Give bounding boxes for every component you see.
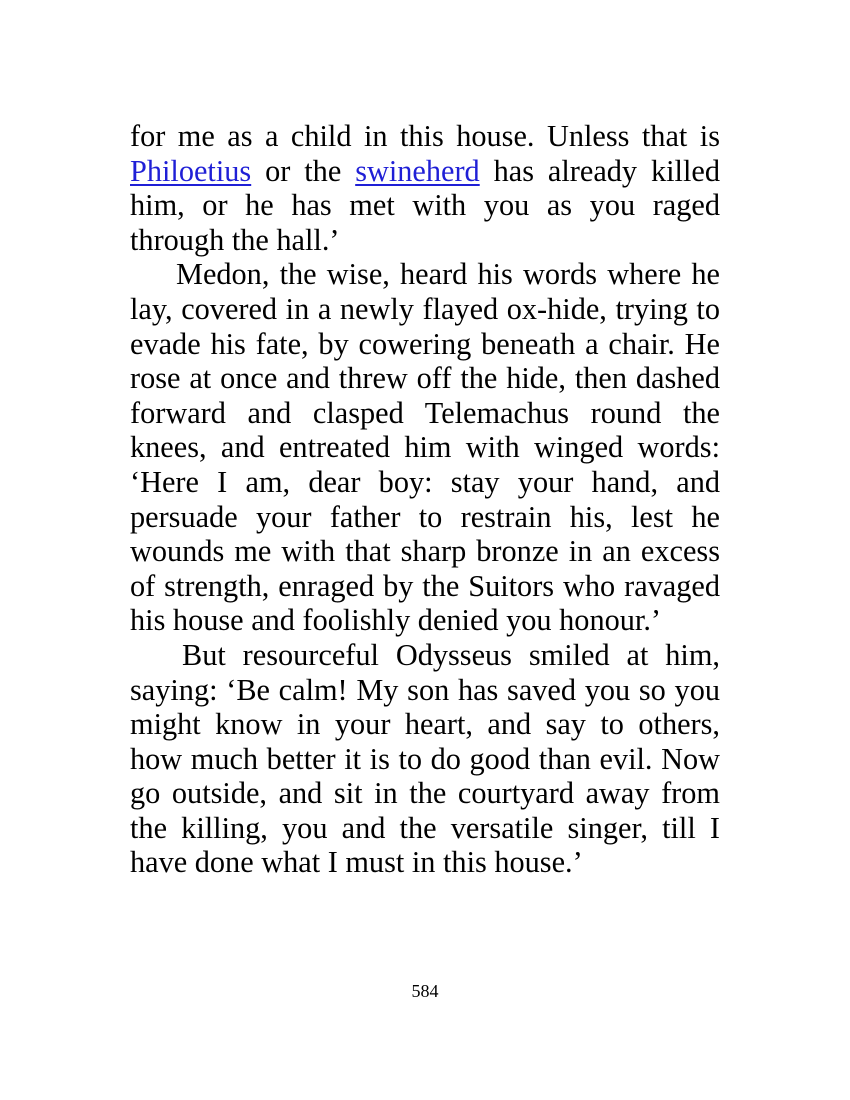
paragraph-3: But resourceful Odysseus smiled at him, saying: ‘Be calm! My son has saved you so you might know in your heart, and say to others, how much better it is to do good than evil. Now go outside, and sit in the courtyard away from the killing, you and the versatile singer, till I have done what I must in this house.’ [130, 637, 720, 880]
paragraph-1-text-start: for me as a child in this house. Unless that is [130, 119, 720, 153]
page-number: 584 [411, 981, 439, 1001]
page-body [130, 119, 720, 880]
paragraph-1-text-end: has already killed him, or he has met with you as you raged through the hall.’ [130, 153, 720, 257]
swineherd-link[interactable]: swineherd [355, 153, 480, 188]
paragraph-1 [130, 119, 720, 257]
paragraph-2: Medon, the wise, heard his words where he lay, covered in a newly flayed ox-hide, trying to evade his fate, by cowering beneath a chair. He rose at once and threw off the hide, then dashed forward and clasped Telemachus round the knees, and entreated him with winged words: ‘Here I am, dear boy: stay your hand, and persuade your father to restrain his, lest he wounds me with that sharp bronze in an excess of strength, enraged by the Suitors who ravaged his house and foolishly denied you honour.’ [130, 257, 720, 638]
philoetius-link[interactable]: Philoetius [130, 153, 252, 188]
paragraph-1-text-middle: or the [251, 153, 356, 188]
